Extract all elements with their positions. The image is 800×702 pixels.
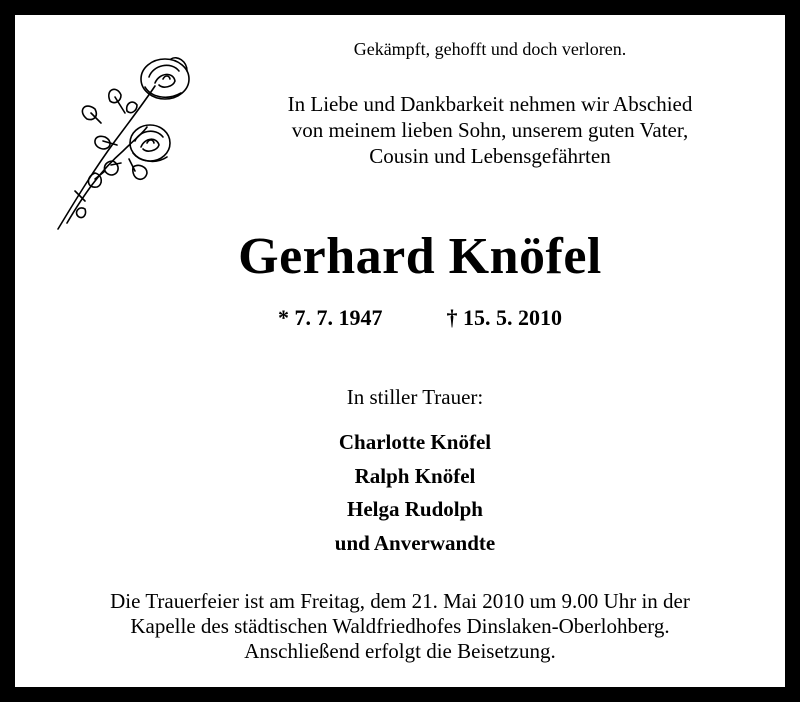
intro-line: Cousin und Lebensgefährten (369, 144, 611, 168)
death-date: † 15. 5. 2010 (446, 305, 562, 330)
life-dates (15, 303, 785, 333)
service-line: Die Trauerfeier ist am Freitag, dem 21. Mai 2010 um 9.00 Uhr in der (110, 589, 690, 613)
service-line: Anschließend erfolgt die Beisetzung. (244, 639, 556, 663)
motto: Gekämpft, gehofft und doch verloren. (353, 39, 627, 59)
mourner-name: und Anverwandte (334, 530, 496, 555)
mourner-name: Helga Rudolph (347, 497, 483, 521)
service-line: Kapelle des städtischen Waldfriedhofes Dinslaken-Oberlohberg. (130, 614, 670, 638)
obituary-notice (15, 15, 785, 687)
rose-icon (55, 41, 205, 231)
mourner-name: Ralph Knöfel (354, 463, 476, 488)
intro-line: In Liebe und Dankbarkeit nehmen wir Abschied (287, 92, 693, 116)
mourners-list (15, 426, 785, 560)
mourner-name: Charlotte Knöfel (338, 430, 492, 454)
birth-date: * 7. 7. 1947 (278, 305, 383, 330)
funeral-service-info (15, 589, 785, 664)
deceased-name: Gerhard Knöfel (238, 228, 602, 285)
intro-line: von meinem lieben Sohn, unserem guten Vater, (291, 118, 689, 142)
farewell-intro (215, 91, 765, 169)
mourning-label: In stiller Trauer: (346, 385, 484, 409)
